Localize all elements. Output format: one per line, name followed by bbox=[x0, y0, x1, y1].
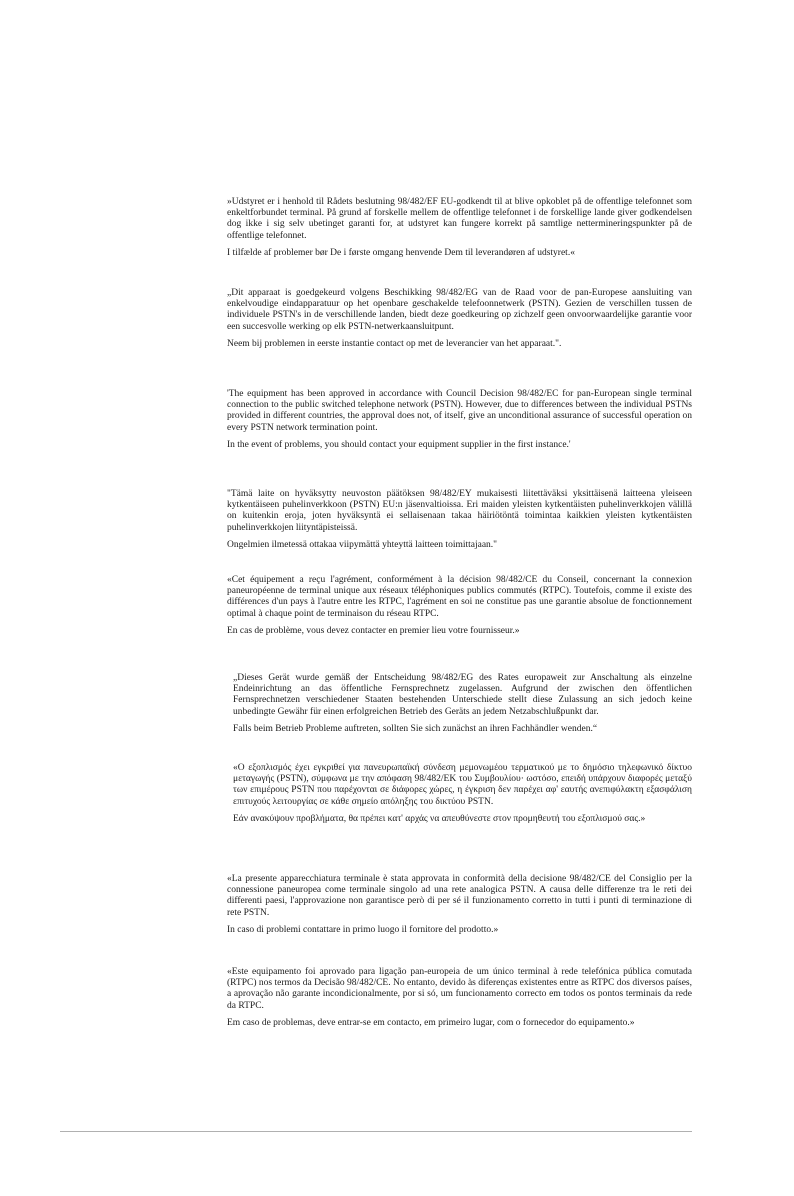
notice-french bbox=[227, 575, 692, 637]
notice-dutch bbox=[227, 288, 692, 350]
notice-contact: Ongelmien ilmetessä ottakaa viipymättä yhteyttä laitteen toimittajaan." bbox=[227, 539, 498, 550]
notice-danish bbox=[227, 197, 692, 259]
notice-german bbox=[233, 673, 692, 735]
notice-contact: Falls beim Betrieb Probleme auftreten, sollten Sie sich zunächst an ihren Fachhändler wenden.“ bbox=[233, 723, 598, 734]
notice-body: «Cet équipement a reçu l'agrément, conformément à la décision 98/482/CE du Conseil, concernant la connexion paneuropéenne de terminal unique aux réseaux téléphoniques publics commutés (RTPC). Toutefois, comme il existe des différences d'un pays à l'autre entre les RTPC, l'agrément en soi ne constitue pas une garantie absolue de fonctionnement optimal à chaque point de terminaison du réseau RTPC. bbox=[227, 575, 692, 619]
notice-contact: In caso di problemi contattare in primo luogo il fornitore del prodotto.» bbox=[227, 924, 499, 935]
notice-italian bbox=[227, 874, 692, 936]
notice-body: «Ο εξοπλισμός έχει εγκριθεί για πανευρωπαϊκή σύνδεση μεμονωμέου τερματικού με το δημόσιο τηλεφωνικό δίκτυο μεταγωγής (PSTN), σύμφωνα με την απόφαση 98/482/ΕΚ του Συμβουλίου· ωστόσο, επειδή υπάρχουν διαφορές μεταξύ των επιμέρους PSTN που παρέχονται σε διάφορες χώρες, η έγκριση δεν παρέχει αφ' εαυτής ανεπιφύλακτη εξασφάλιση επιτυχούς λειτουργίας σε κάθε σημείο απόληξης του δικτύου PSTN. bbox=[233, 763, 692, 807]
notice-body: 'The equipment has been approved in accordance with Council Decision 98/482/EC for pan-European single terminal connection to the public switched telephone network (PSTN). However, due to differences between the individual PSTNs provided in different countries, the approval does not, of itself, give an unconditional assurance of successful operation on every PSTN network termination point. bbox=[227, 389, 692, 433]
notice-contact: En cas de problème, vous devez contacter en premier lieu votre fournisseur.» bbox=[227, 625, 520, 636]
notice-body: „Dit apparaat is goedgekeurd volgens Beschikking 98/482/EG van de Raad voor de pan-Europese aansluiting van enkelvoudige eindapparatuur op het openbare geschakelde telefoonnetwerk (PSTN). Gezien de verschillen tussen de individuele PSTN's in de verschillende landen, biedt deze goedkeuring op zichzelf geen onvoorwaardelijke garantie voor een succesvolle werking op elk PSTN-netwerkaansluitpunt. bbox=[227, 288, 692, 332]
footer-divider bbox=[60, 1131, 692, 1132]
notice-body: «La presente apparecchiatura terminale è stata approvata in conformità della decisione 98/482/CE del Consiglio per la connessione paneuropea come terminale singolo ad una rete analogica PSTN. A causa delle differenze tra le reti dei differenti paesi, l'approvazione non garantisce però di per sé il funzionamento corretto in tutti i punti di terminazione di rete PSTN. bbox=[227, 874, 692, 918]
notice-contact: Em caso de problemas, deve entrar-se em contacto, em primeiro lugar, com o fornecedor do equipamento.» bbox=[227, 1017, 635, 1028]
notice-body: «Este equipamento foi aprovado para ligação pan-europeia de um único terminal à rede telefónica pública comutada (RTPC) nos termos da Decisão 98/482/CE. No entanto, devido às diferenças existentes entre as RTPC dos diversos países, a aprovação não garante incondicionalmente, por si só, um funcionamento correcto em todos os pontos terminais da rede da RTPC. bbox=[227, 967, 692, 1011]
notice-body: "Tämä laite on hyväksytty neuvoston päätöksen 98/482/EY mukaisesti liitettäväksi yksittäisenä laitteena yleiseen kytkentäiseen puhelinverkkoon (PSTN) EU:n jäsenvaltioissa. Eri maiden yleisten kytkentäisten puhelinverkkojen välillä on kuitenkin eroja, joten hyväksyntä ei sellaisenaan takaa häiriötöntä toimintaa kaikkien yleisten kytkentäisten puhelinverkkojen liityntäpisteissä. bbox=[227, 489, 692, 533]
notice-body: „Dieses Gerät wurde gemäß der Entscheidung 98/482/EG des Rates europaweit zur Anschaltung als einzelne Endeinrichtung an das öffentliche Fernsprechnetz zugelassen. Aufgrund der zwischen den öffentlichen Fernsprechnetzen verschiedener Staaten bestehenden Unterschiede stellt diese Zulassung an sich jedoch keine unbedingte Gewähr für einen erfolgreichen Betrieb des Geräts an jedem Netzabschlußpunkt dar. bbox=[233, 673, 692, 717]
notice-contact: In the event of problems, you should contact your equipment supplier in the first instance.' bbox=[227, 439, 571, 450]
notice-english bbox=[227, 389, 692, 451]
notice-portuguese bbox=[227, 967, 692, 1029]
notice-body: »Udstyret er i henhold til Rådets beslutning 98/482/EF EU-godkendt til at blive opkoblet på de offentlige telefonnet som enkeltforbundet terminal. På grund af forskelle mellem de offentlige telefonnet i de forskellige lande giver godkendelsen dog ikke i sig selv ubetinget garanti for, at udstyret kan fungere korrekt på samtlige nettermineringspunkter på de offentlige telefonnet. bbox=[227, 197, 692, 241]
notice-contact: Neem bij problemen in eerste instantie contact op met de leverancier van het apparaat.". bbox=[227, 338, 562, 349]
notice-contact: I tilfælde af problemer bør De i første omgang henvende Dem til leverandøren af udstyret.« bbox=[227, 247, 575, 258]
notice-greek bbox=[233, 763, 692, 825]
notice-finnish bbox=[227, 489, 692, 551]
notice-contact: Εάν ανακύψουν προβλήματα, θα πρέπει κατ' αρχάς να απευθύνεστε στον προμηθευτή του εξοπλισμού σας.» bbox=[233, 813, 646, 824]
